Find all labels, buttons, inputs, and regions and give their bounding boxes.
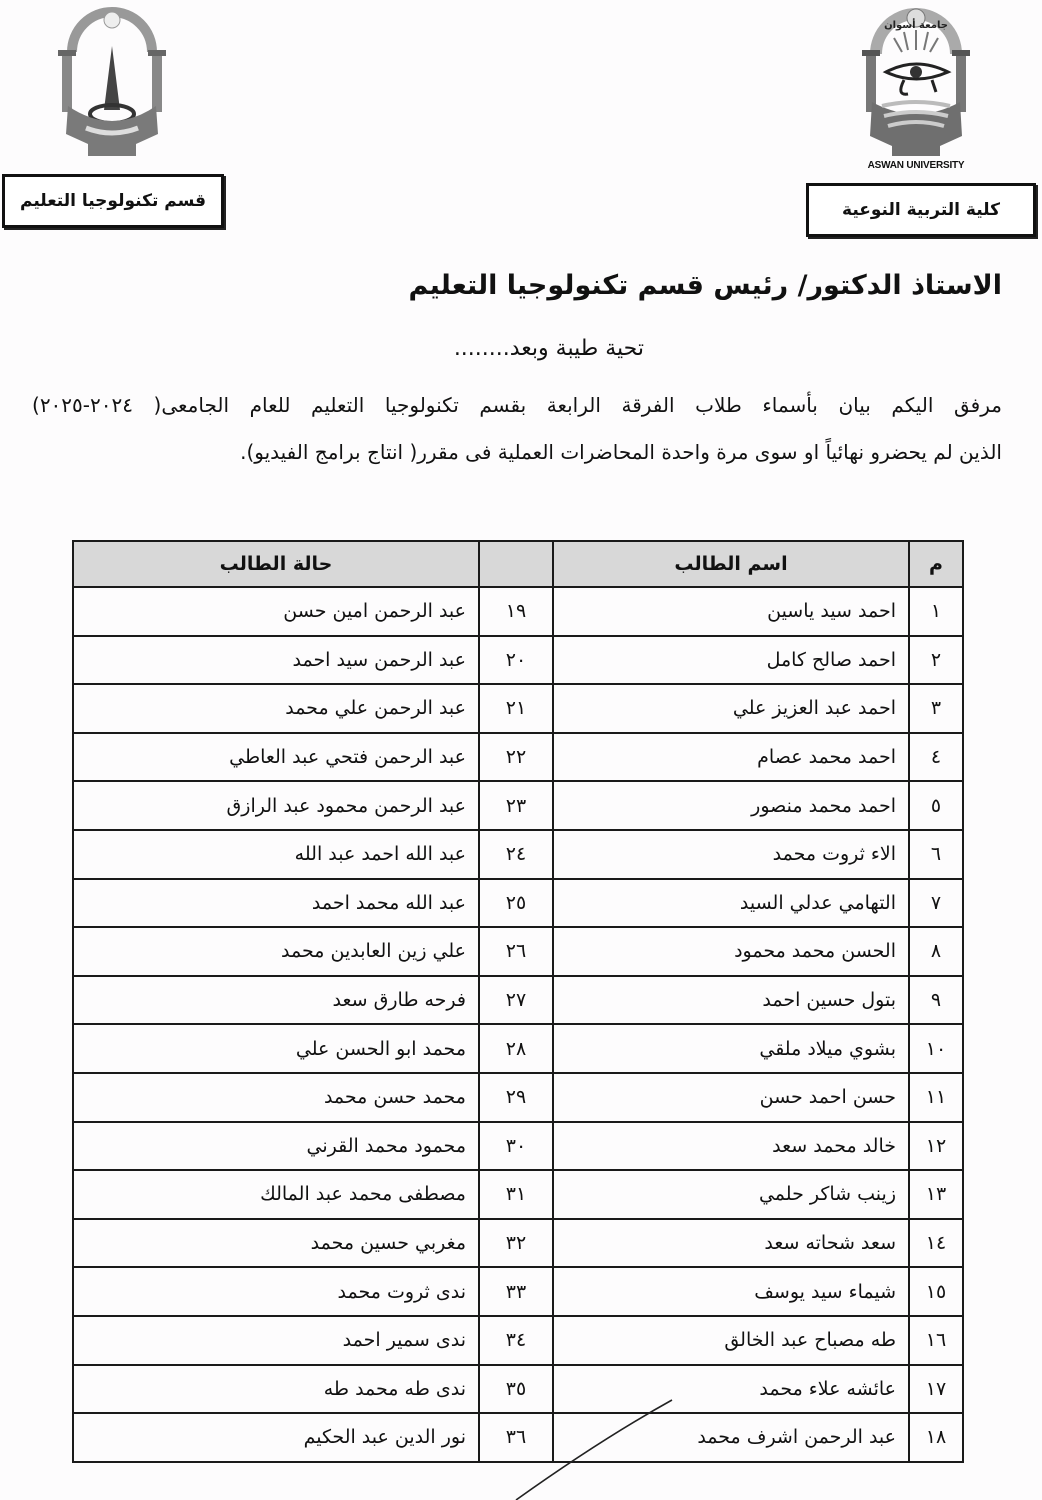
header-student-name: اسم الطالب — [553, 541, 909, 587]
row-number: ١٨ — [909, 1413, 963, 1462]
row-number: ١٠ — [909, 1024, 963, 1073]
student-name-second: عبد الرحمن امين حسن — [73, 587, 479, 636]
students-table — [72, 540, 964, 1463]
faculty-logo — [50, 6, 174, 156]
table-row — [73, 927, 963, 976]
row-number: ١٣ — [909, 1170, 963, 1219]
student-name-second: محمد ابو الحسن علي — [73, 1024, 479, 1073]
student-name-second: عبد الرحمن محمود عبد الرازق — [73, 781, 479, 830]
student-name: احمد محمد عصام — [553, 733, 909, 782]
row-number: ١٤ — [909, 1219, 963, 1268]
row-number-second: ٢٨ — [479, 1024, 553, 1073]
row-number: ١ — [909, 587, 963, 636]
student-name: احمد محمد منصور — [553, 781, 909, 830]
student-name: خالد محمد سعد — [553, 1122, 909, 1171]
table-row — [73, 1219, 963, 1268]
table-row — [73, 830, 963, 879]
student-name-second: عبد الله محمد احمد — [73, 879, 479, 928]
row-number: ٨ — [909, 927, 963, 976]
row-number: ٦ — [909, 830, 963, 879]
row-number: ٧ — [909, 879, 963, 928]
table-row — [73, 1024, 963, 1073]
table-row — [73, 636, 963, 685]
student-name-second: عبد الرحمن سيد احمد — [73, 636, 479, 685]
student-name: حسن احمد حسن — [553, 1073, 909, 1122]
university-logo-arabic-text: جامعة أسوان — [884, 20, 948, 31]
student-name-second: عبد الرحمن علي محمد — [73, 684, 479, 733]
student-name-second: مصطفى محمد عبد المالك — [73, 1170, 479, 1219]
header-second-number — [479, 541, 553, 587]
table-row — [73, 1122, 963, 1171]
department-name-box: قسم تكنولوجيا التعليم — [2, 174, 224, 228]
row-number: ١١ — [909, 1073, 963, 1122]
student-name: عبد الرحمن اشرف محمد — [553, 1413, 909, 1462]
table-row — [73, 1267, 963, 1316]
table-row — [73, 1073, 963, 1122]
row-number: ٩ — [909, 976, 963, 1025]
student-name-second: محمود محمد القرني — [73, 1122, 479, 1171]
student-name: زينب شاكر حلمي — [553, 1170, 909, 1219]
table-row — [73, 879, 963, 928]
table-row — [73, 684, 963, 733]
row-number-second: ٢٣ — [479, 781, 553, 830]
table-row — [73, 1365, 963, 1414]
row-number: ١٦ — [909, 1316, 963, 1365]
row-number: ٢ — [909, 636, 963, 685]
table-row — [73, 587, 963, 636]
student-name-second: علي زين العابدين محمد — [73, 927, 479, 976]
student-name-second: عبد الله احمد عبد الله — [73, 830, 479, 879]
row-number-second: ٣٢ — [479, 1219, 553, 1268]
row-number-second: ٣٦ — [479, 1413, 553, 1462]
row-number-second: ٢٤ — [479, 830, 553, 879]
row-number-second: ٣٣ — [479, 1267, 553, 1316]
table-row — [73, 976, 963, 1025]
row-number-second: ٢٢ — [479, 733, 553, 782]
row-number-second: ٣٠ — [479, 1122, 553, 1171]
student-name: عائشه علاء محمد — [553, 1365, 909, 1414]
table-row — [73, 1170, 963, 1219]
table-row — [73, 1316, 963, 1365]
student-name: التهامي عدلي السيد — [553, 879, 909, 928]
row-number-second: ٢١ — [479, 684, 553, 733]
student-name: سعد شحاته سعد — [553, 1219, 909, 1268]
student-name: احمد سيد ياسين — [553, 587, 909, 636]
student-name: بشوي ميلاد ملقي — [553, 1024, 909, 1073]
header-number: م — [909, 541, 963, 587]
row-number-second: ٣٥ — [479, 1365, 553, 1414]
student-name: الحسن محمد محمود — [553, 927, 909, 976]
row-number: ١٥ — [909, 1267, 963, 1316]
student-name-second: فرحه طارق سعد — [73, 976, 479, 1025]
row-number: ١٢ — [909, 1122, 963, 1171]
row-number-second: ٢٩ — [479, 1073, 553, 1122]
student-name: الاء ثروت محمد — [553, 830, 909, 879]
row-number-second: ٢٠ — [479, 636, 553, 685]
student-name-second: محمد حسن محمد — [73, 1073, 479, 1122]
student-name-second: عبد الرحمن فتحي عبد العاطي — [73, 733, 479, 782]
letter-body-line-2: الذين لم يحضرو نهائياً او سوى مرة واحدة المحاضرات العملية فى مقرر( انتاج برامج الفيديو). — [240, 440, 1002, 464]
letter-greeting: تحية طيبة وبعد........ — [453, 336, 644, 361]
header-student-status: حالة الطالب — [73, 541, 479, 587]
student-name-second: ندى ثروت محمد — [73, 1267, 479, 1316]
letter-body — [32, 382, 1002, 476]
row-number-second: ٣٤ — [479, 1316, 553, 1365]
row-number: ١٧ — [909, 1365, 963, 1414]
row-number-second: ٢٥ — [479, 879, 553, 928]
student-name: احمد صالح كامل — [553, 636, 909, 685]
student-name: احمد عبد العزيز علي — [553, 684, 909, 733]
faculty-name-box: كلية التربية النوعية — [806, 183, 1036, 237]
student-name-second: ندى سمير احمد — [73, 1316, 479, 1365]
row-number-second: ٢٦ — [479, 927, 553, 976]
student-name: طه مصباح عبد الخالق — [553, 1316, 909, 1365]
table-header-row — [73, 541, 963, 587]
row-number-second: ٣١ — [479, 1170, 553, 1219]
row-number: ٥ — [909, 781, 963, 830]
table-row — [73, 1413, 963, 1462]
row-number: ٣ — [909, 684, 963, 733]
university-name-en: ASWAN UNIVERSITY — [867, 160, 965, 171]
student-name: بتول حسين احمد — [553, 976, 909, 1025]
student-name-second: ندى طه محمد طه — [73, 1365, 479, 1414]
student-name-second: مغربي حسين محمد — [73, 1219, 479, 1268]
letter-addressee: الاستاذ الدكتور/ رئيس قسم تكنولوجيا التعليم — [408, 270, 1002, 301]
row-number-second: ١٩ — [479, 587, 553, 636]
student-name-second: نور الدين عبد الحكيم — [73, 1413, 479, 1462]
row-number: ٤ — [909, 733, 963, 782]
row-number-second: ٢٧ — [479, 976, 553, 1025]
student-name: شيماء سيد يوسف — [553, 1267, 909, 1316]
letter-body-line-1: مرفق اليكم بيان بأسماء طلاب الفرقة الرابعة بقسم تكنولوجيا التعليم للعام الجامعى( ٢٠٢٤-٢٠٢٥) — [32, 393, 1002, 417]
table-row — [73, 781, 963, 830]
table-row — [73, 733, 963, 782]
